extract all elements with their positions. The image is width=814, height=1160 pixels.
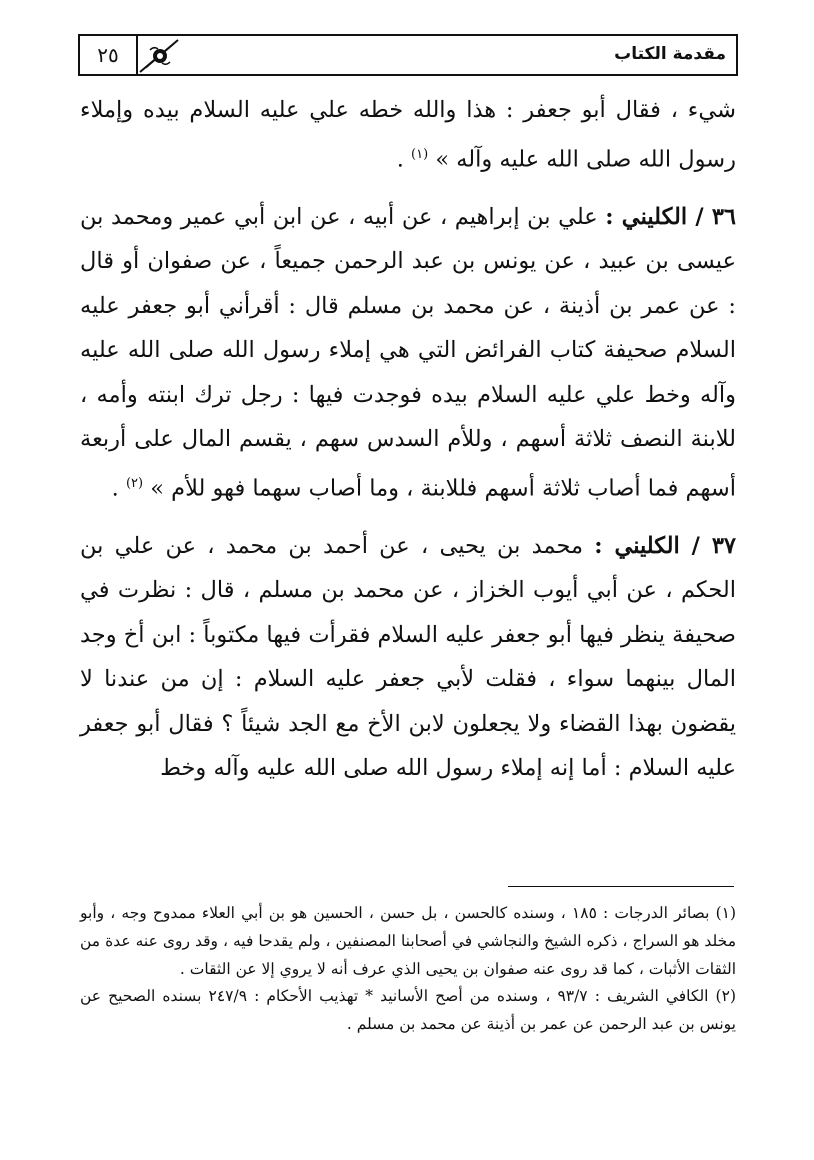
hadith-label: ٣٦ / الكليني :: [605, 203, 736, 230]
footnote-2: (٢) الكافي الشريف : ٩٣/٧ ، وسنده من أصح الأسانيد * تهذيب الأحكام : ٢٤٧/٩ بسنده الصحيح عن يونس بن عبد الرحمن عن عمر بن أذينة عن محمد بن مسلم .: [80, 987, 736, 1034]
footnote-ref: (١): [411, 146, 429, 162]
hadith-37: ٣٧ / الكليني : محمد بن يحيى ، عن أحمد بن محمد ، عن علي بن الحكم ، عن أبي أيوب الخزاز ، عن محمد بن مسلم ، قال : نظرت في صحيفة ينظر فيها أبو جعفر عليه السلام فقرأت فيها مكتوباً : ابن أخ وجد المال بينهما سواء ، فقلت لأبي جعفر عليه السلام : إن من عندنا لا يقضون بهذا القضاء ولا يجعلون لابن الأخ مع الجد شيئاً ؟ فقال أبو جعفر عليه السلام : أما إنه إملاء رسول الله صلى الله عليه وآله وخط: [80, 532, 736, 781]
header-title: مقدمة الكتاب: [614, 44, 726, 64]
paragraph-continuation: شيء ، فقال أبو جعفر : هذا والله خطه علي عليه السلام بيده وإملاء رسول الله صلى الله عليه وآله » $^{(١)}$ .: [80, 97, 736, 172]
footnote-divider: [508, 886, 734, 887]
hadith-36: ٣٦ / الكليني : علي بن إبراهيم ، عن أبيه ، عن ابن أبي عمير ومحمد بن عيسى بن عبيد ، عن يونس بن عبد الرحمن جميعاً ، عن صفوان أو قال : عن عمر بن أذينة ، عن محمد بن مسلم قال : أقرأني أبو جعفر عليه السلام صحيفة كتاب الفرائض التي هي إملاء رسول الله صلى الله عليه وآله وخط علي عليه السلام بيده فوجدت فيها : رجل ترك ابنته وأمه ، للابنة النصف ثلاثة أسهم ، وللأم السدس سهم ، يقسم المال على أربعة أسهم فما أصاب ثلاثة أسهم فللابنة ، وما أصاب سهما فهو للأم » $^{(٢)}$ .: [80, 203, 736, 501]
main-text: [80, 88, 736, 791]
footnote-ref: (٢): [125, 475, 144, 491]
ornament-icon: [138, 38, 182, 74]
page-number: ٢٥: [80, 36, 138, 74]
footnotes: [80, 900, 736, 1039]
page-header: [78, 34, 738, 76]
hadith-label: ٣٧ / الكليني :: [594, 532, 736, 559]
footnote-1: (١) بصائر الدرجات : ١٨٥ ، وسنده كالحسن ، بل حسن ، الحسين هو بن أبي العلاء ممدوح وجه ، وأبو مخلد هو السراج ، ذكره الشيخ والنجاشي في أصحابنا المصنفين ، ولم يقدحا فيه ، وقد روى عنه عدة من الثقات الأثبات ، كما قد روى عنه صفوان بن يحيى الذي عرف أنه لا يروي إلا عن الثقات .: [80, 904, 737, 978]
